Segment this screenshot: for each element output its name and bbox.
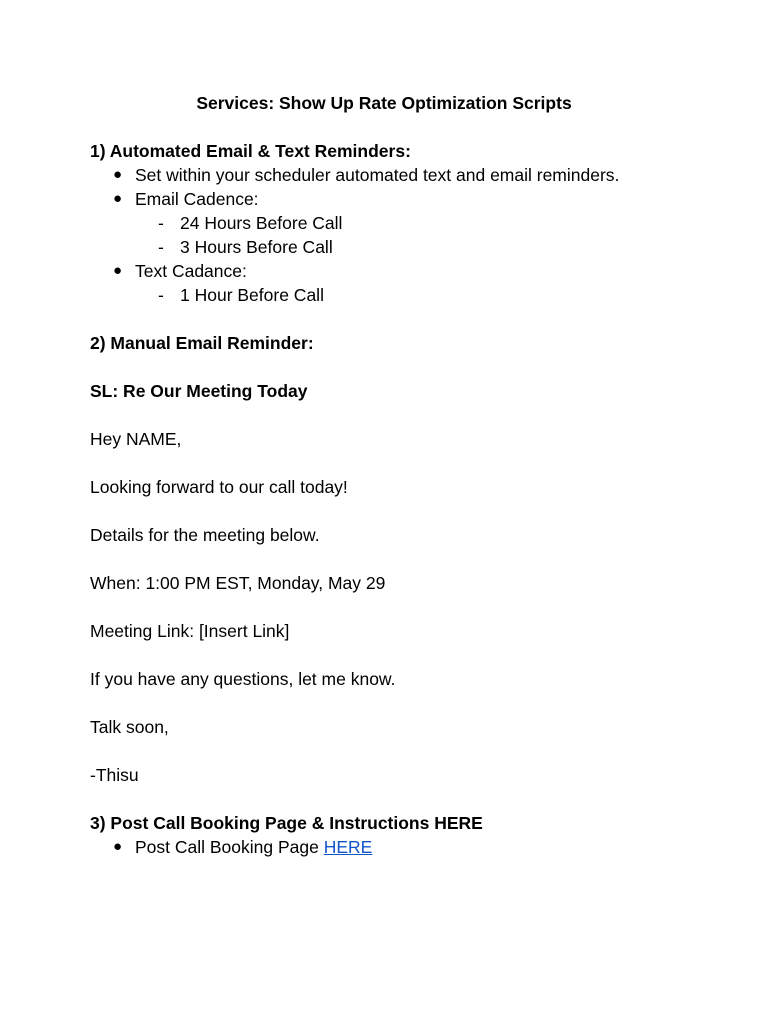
email-meeting-time: When: 1:00 PM EST, Monday, May 29 bbox=[90, 573, 386, 593]
sublist-item bbox=[135, 283, 678, 307]
email-body-line: If you have any questions, let me know. bbox=[90, 669, 396, 689]
section-heading-automated-reminders: 1) Automated Email & Text Reminders: bbox=[90, 141, 411, 161]
bullet-icon: ● bbox=[113, 166, 123, 183]
list-item-text: Set within your scheduler automated text and email reminders. bbox=[135, 165, 620, 185]
bullet-icon: ● bbox=[113, 262, 123, 279]
sublist-item-text: 1 Hour Before Call bbox=[180, 285, 324, 305]
email-cadence-sublist bbox=[90, 211, 678, 259]
list-item bbox=[90, 163, 678, 187]
email-subject-line: SL: Re Our Meeting Today bbox=[90, 381, 308, 401]
list-item bbox=[90, 187, 678, 211]
sublist-item bbox=[135, 235, 678, 259]
sublist-item-text: 24 Hours Before Call bbox=[180, 213, 343, 233]
list-item bbox=[90, 835, 678, 859]
dash-icon: - bbox=[158, 285, 164, 305]
sublist-item-text: 3 Hours Before Call bbox=[180, 237, 333, 257]
text-cadence-list bbox=[90, 259, 678, 283]
email-meeting-link: Meeting Link: [Insert Link] bbox=[90, 621, 290, 641]
email-body-line: Looking forward to our call today! bbox=[90, 477, 348, 497]
list-item-text: Email Cadence: bbox=[135, 189, 259, 209]
post-call-booking-list bbox=[90, 835, 678, 859]
text-cadence-sublist bbox=[90, 283, 678, 307]
list-item-text: Text Cadance: bbox=[135, 261, 247, 281]
email-body-line: Details for the meeting below. bbox=[90, 525, 320, 545]
email-greeting: Hey NAME, bbox=[90, 429, 182, 449]
email-signature: -Thisu bbox=[90, 765, 139, 785]
bullet-icon: ● bbox=[113, 190, 123, 207]
sublist-item bbox=[135, 211, 678, 235]
automated-reminders-list bbox=[90, 163, 678, 211]
dash-icon: - bbox=[158, 237, 164, 257]
dash-icon: - bbox=[158, 213, 164, 233]
list-item-text: Post Call Booking Page bbox=[135, 837, 324, 857]
email-closing: Talk soon, bbox=[90, 717, 169, 737]
document-title: Services: Show Up Rate Optimization Scripts bbox=[196, 93, 572, 113]
list-item bbox=[90, 259, 678, 283]
booking-page-link[interactable]: HERE bbox=[323, 837, 373, 857]
section-heading-manual-email: 2) Manual Email Reminder: bbox=[90, 333, 314, 353]
bullet-icon: ● bbox=[113, 838, 123, 855]
section-heading-post-call-booking: 3) Post Call Booking Page & Instructions HERE bbox=[90, 813, 483, 833]
